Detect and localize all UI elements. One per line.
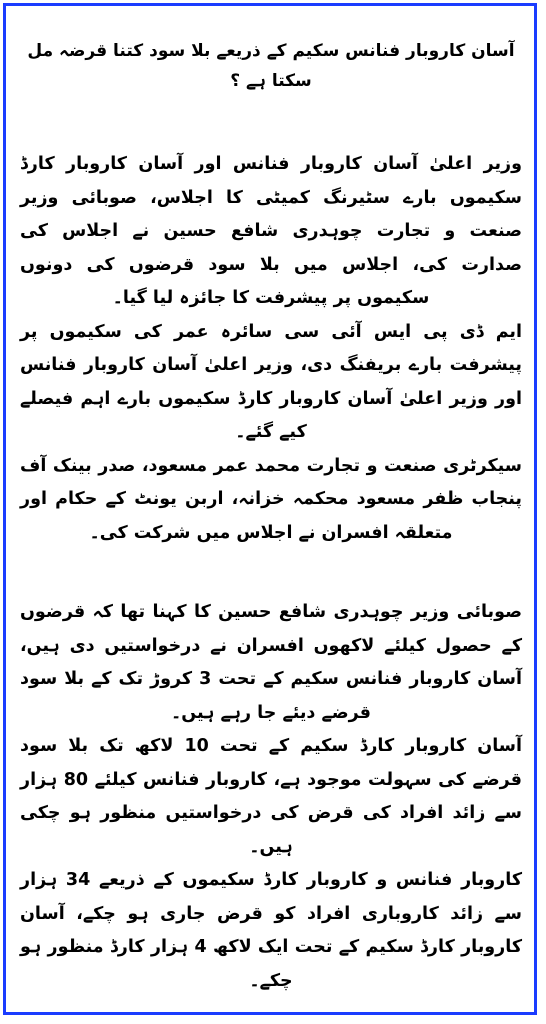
paragraph-minister-statement: صوبائی وزیر چوہدری شافع حسین کا کہنا تھا کہ قرضوں کے حصول کیلئے لاکھوں افسران نے درخواستیں دی ہیں، آسان کاروبار فنانس سکیم کے تحت 3 کروڑ تک کے بلا سود قرضے دیئے جا رہے ہیں۔ <box>20 602 523 723</box>
paragraph-card-scheme: آسان کاروبار کارڈ سکیم کے تحت 10 لاکھ تک بلا سود قرضے کی سہولت موجود ہے، کاروبار فنانس کیلئے 80 ہزار سے زائد افراد کی قرض کی درخواستیں منظور ہو چکی ہیں۔ <box>20 736 523 857</box>
article-body <box>20 36 522 998</box>
article-title: آسان کاروبار فنانس سکیم کے ذریعے بلا سود کتنا قرضہ مل سکتا ہے ؟ <box>27 41 515 91</box>
paragraph-briefing: ایم ڈی پی ایس آئی سی سائرہ عمر کی سکیموں پر پیشرفت بارے بریفنگ دی، وزیر اعلیٰ آسان کاروبار فنانس اور وزیر اعلیٰ آسان کاروبار کارڈ سکیموں بارے اہم فیصلے کیے گئے۔ <box>20 321 522 442</box>
paragraph-meeting: وزیر اعلیٰ آسان کاروبار فنانس اور آسان کاروبار کارڈ سکیموں بارے سٹیرنگ کمیٹی کا اجلاس، صوبائی وزیر صنعت و تجارت چوہدری شافع حسین نے اجلاس کی صدارت کی، اجلاس میں بلا سود قرضوں کی دونوں سکیموں پر پیشرفت کا جائزہ لیا گیا۔ <box>20 154 522 308</box>
paragraph-loans-issued: کاروبار فنانس و کاروبار کارڈ سکیموں کے ذریعے 34 ہزار سے زائد کاروباری افراد کو قرض جاری ہو چکے، آسان کاروبار کارڈ سکیم کے تحت ایک لاکھ 4 ہزار کارڈ منظور ہو چکے۔ <box>20 870 523 991</box>
paragraph-gap <box>20 550 522 596</box>
article-frame <box>3 3 537 1015</box>
paragraph-attendees: سیکرٹری صنعت و تجارت محمد عمر مسعود، صدر بینک آف پنجاب ظفر مسعود محکمہ خزانہ، اربن یونٹ کے حکام اور متعلقہ افسران نے اجلاس میں شرکت کی۔ <box>20 455 522 543</box>
